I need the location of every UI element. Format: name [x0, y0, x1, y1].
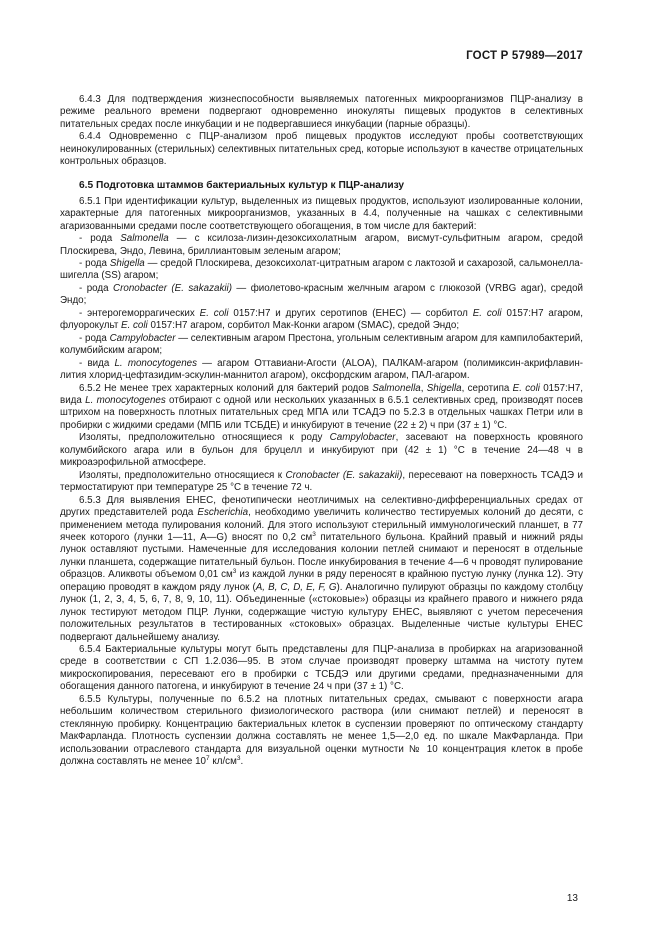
paragraph-6-4-3: 6.4.3 Для подтверждения жизнеспособности выявляемых патогенных микроорганизмов ПЦР-анализу в режиме реального времени подвергают одновременно инокуляты пищевых продуктов в селективных питательных средах после инкубации и не подвергавшиеся инкубации (парные образцы).	[60, 94, 583, 130]
standard-header: ГОСТ Р 57989—2017	[466, 50, 583, 62]
page-number: 13	[566, 893, 578, 904]
list-item-shigella: - рода Shigella — средой Плоскирева, дезоксихолат-цитратным агаром с лактозой и сахарозой, сальмонелла-шигелла (SS) агаром;	[60, 257, 584, 282]
list-item-salmonella: - рода Salmonella — с ксилоза-лизин-дезоксихолатным агаром, висмут-сульфитным агаром, средой Плоскирева, Эндо, Левина, бриллиантовым зеленым агаром;	[60, 233, 583, 257]
list-item-ecoli: - энтерогеморрагических E. coli 0157:H7 и других серотипов (EHEC) — сорбитол E. coli 0157:H7 агаром, флуорокульт E. coli 0157:H7 агаром, сорбитол Мак-Конки агаром (SMAC), средой Эндо;	[60, 307, 583, 332]
paragraph-6-5-1: 6.5.1 При идентификации культур, выделенных из пищевых продуктов, используют изолированные колонии, характерные для патогенных микроорганизмов, указанных в 4.4, полученные на чашках с селективными агаризованными средами после соответствующего обогащения, в том числе для бактерий:	[60, 195, 583, 232]
paragraph-6-5-2: 6.5.2 Не менее трех характерных колоний для бактерий родов Salmonella, Shigella, серотипа E. coli 0157:H7, вида L. monocytogenes отбирают с одной или нескольких указанных в 6.5.1 селективных сред, производят посев штрихом на поверхность плотных питательных сред МПА или ТСАДЭ по 5.2.3 в отдельных чашках Петри или в пробирки с жидкими средами (МПБ или ТСБДЕ) и инкубируют в течение (22 ± 2) ч при (37 ± 1) °С.	[60, 382, 583, 431]
paragraph-campylobacter-isolates: Изоляты, предположительно относящиеся к роду Campylobacter, засевают на поверхность кровяного колумбийского агара или в бульон для бруцелл и инкубируют при (42 ± 1) °С в течение 24—48 ч в микроаэрофильной атмосфере.	[60, 432, 583, 469]
paragraph-6-5-3: 6.5.3 Для выявления EHEC, фенотипически неотличимых на селективно-дифференциальных средах от других представителей рода Escherichia, необходимо увеличить количество тестируемых колоний до десяти, с применением метода пулирования колоний. Для этого используют стерильный иммунологический планшет, в 77 ячеек которого (лунки 1—11, A—G) вносят по 0,2 $см^3$ питательного бульона. Крайний правый и нижний ряды лунок оставляют пустыми. Намеченные для исследования колонии петлей снимают и переносят в отдельные лунки планшета, содержащие питательный бульон. После инкубирования в течение 4—6 ч проводят пулирование образцов. Аликвоты объемом 0,01 $см^3$ из каждой лунки в ряду переносят в крайнюю пустую лунку (лунка 12). Эту операцию проводят в каждом ряду лунок (A, B, C, D, E, F, G). Аналогично пулируют образцы по каждому столбцу лунок (1, 2, 3, 4, 5, 6, 7, 8, 9, 10, 11). Объединенные («стоковые») образцы из крайнего правого и нижнего ряда лунок тестируют методом ПЦР. Лунки, содержащие чистую культуру EHEC, выявляют с учетом пересечения положительных результатов в тестированных «стоковых» образцах. Выделенные чистые культуры EHEC подвергают дальнейшему анализу.	[60, 494, 584, 643]
list-item-campylobacter: - рода Campylobacter — селективным агаром Престона, угольным селективным агаром для кампилобактерий, колумбийским агаром;	[60, 332, 583, 357]
paragraph-6-5-4: 6.5.4 Бактериальные культуры могут быть представлены для ПЦР-анализа в пробирках на агаризованной среде в соответствии с СП 1.2.036—95. В этом случае производят проверку штамма на чистоту путем микроскопирования, пересевают его в пробирки с ТСБДЭ или другими средами, предназначенными для обогащения данного патогена, и инкубируют в течение 24 ч при (37 ± 1) °С.	[60, 644, 583, 693]
paragraph-6-4-4: 6.4.4 Одновременно с ПЦР-анализом проб пищевых продуктов исследуют пробы соответствующих неинокулированных (стерильных) селективных питательных сред, которые используют в качестве отрицательных контрольных образцов.	[60, 131, 583, 168]
section-title-6-5: 6.5 Подготовка штаммов бактериальных культур к ПЦР-анализу	[79, 179, 405, 191]
paragraph-cronobacter-isolates: Изоляты, предположительно относящиеся к Cronobacter (E. sakazakii), пересевают на поверхность ТСАДЭ и термостатируют при температуре 25 °С в течение 72 ч.	[60, 469, 583, 494]
paragraph-6-5-5: 6.5.5 Культуры, полученные по 6.5.2 на плотных питательных средах, смывают с поверхности агара небольшим количеством стерильного физиологического раствора (или снимают петлей) и переносят в стеклянную пробирку. Концентрацию бактериальных клеток в суспензии проверяют по оптическому стандарту МакФарланда. Плотность суспензии должна составлять не менее 1,5—2,0 ед. по шкале МакФарланда. При использовании отраслевого стандарта для визуальной оценки мутности № 10 концентрация клеток в пробе должна составлять не менее $10^7$ $кл/см^3$.	[60, 693, 583, 768]
list-item-listeria: - вида L. monocytogenes — агаром Оттавиани-Агости (ALOA), ПАЛКАМ-агаром (полимиксин-акрифлавин-лития хлорид-цефтазидим-эскулин-маннитол агаром), оксфордским агаром, ПАЛ-агаром.	[60, 357, 583, 382]
list-item-cronobacter: - рода Cronobacter (E. sakazakii) — фиолетово-красным желчным агаром с глюкозой (VRBG agar), средой Эндо;	[60, 282, 583, 307]
document-body	[60, 94, 583, 769]
